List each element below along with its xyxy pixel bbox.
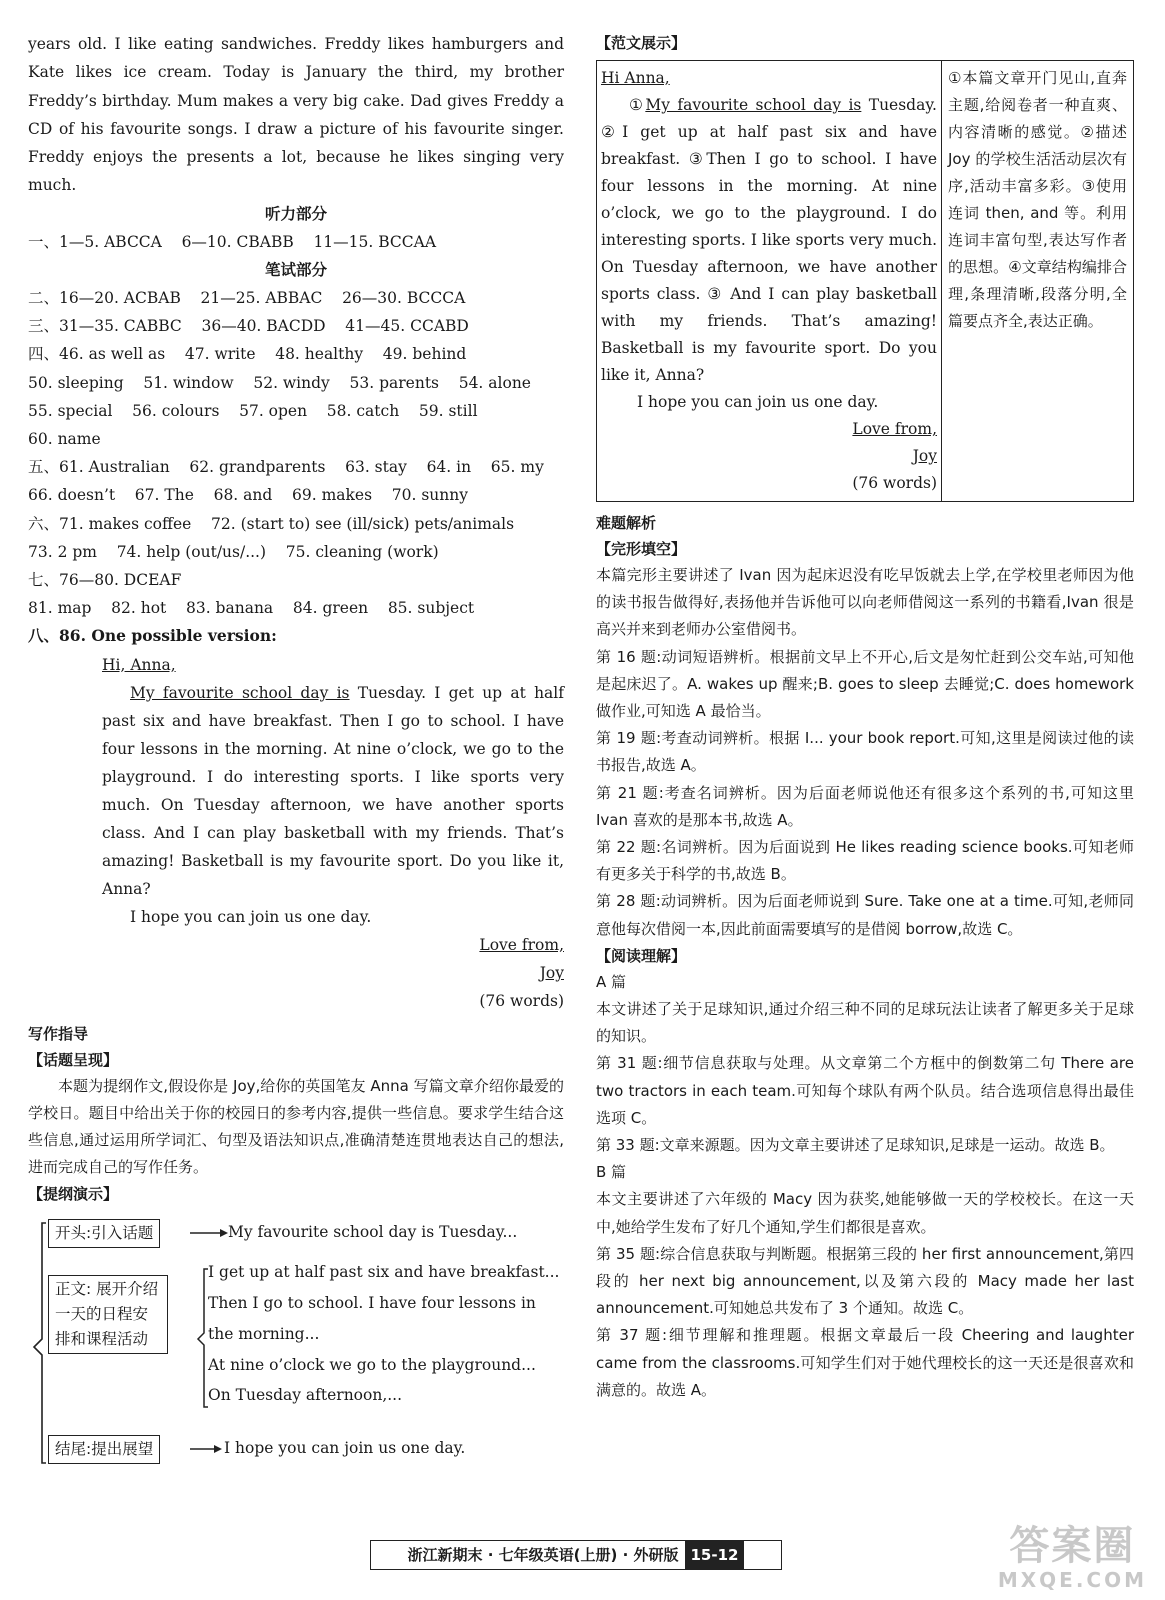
footer-title: 浙江新期末 · 七年级英语(上册) · 外研版 (407, 1546, 679, 1564)
sample-notes: ①本篇文章开门见山,直奔主题,给阅卷者一种直爽、内容清晰的感觉。②描述 Joy 的学校生活活动层次有序,活动丰富多彩。③使用连词 then, and 等。利用连词丰富句型,表达写作者的思想。④文章结构编排合理,条理清晰,段落分明,全篇要点齐全,表达正确。 (948, 69, 1127, 330)
passage-b-para: 第 37 题:细节理解和推理题。根据文章最后一段 Cheering and laughter came from the classrooms.可知学生们对于她代理校长的这一天还是很喜欢和满意的。故选 A。 (596, 1326, 1134, 1399)
guide-title: 写作指导 (28, 1024, 89, 1043)
sample-closing-line: I hope you can join us one day. (637, 393, 879, 411)
outline-body-line: On Tuesday afternoon,... (208, 1386, 403, 1405)
cloze-para: 第 16 题:动词短语辨析。根据前文早上不开心,后文是匆忙赶到公交车站,可知他是起床迟了。A. wakes up 醒来;B. goes to sleep 去睡觉;C. does homework 做作业,可知选 A 最恰当。 (596, 647, 1134, 721)
sample-signature: Joy (912, 447, 937, 465)
outline-body-line: I get up at half past six and have breakfast... (208, 1263, 560, 1282)
cloze-para: 第 28 题:动词辨析。因为后面老师说到 Sure. Take one at a time.可知,老师同意他每次借阅一本,因此前面需要填写的是借阅 borrow,故选 C。 (596, 892, 1134, 938)
sample-essay (597, 61, 942, 501)
cloze-para: 第 22 题:名词辨析。因为后面说到 He likes reading science books.可知老师有更多关于科学的书,故选 B。 (596, 838, 1134, 884)
passage-a-para: 第 31 题:细节信息获取与处理。从文章第二个方框中的倒数第二句 There are two tractors in each team.可知每个球队有两个队员。结合选项信息得出最佳选项 C。 (596, 1054, 1134, 1127)
answer-line: 二、16—20. ACBAB 21—25. ABBAC 26—30. BCCCA (28, 288, 466, 307)
passage-a-para: 第 33 题:文章来源题。因为文章主要讲述了足球知识,足球是一运动。故选 B。 (596, 1136, 1115, 1155)
letter-signature: Joy (539, 963, 564, 982)
topic-text: 本题为提纲作文,假设你是 Joy,给你的英国笔友 Anna 写篇文章介绍你最爱的学校日。题目中给出关于你的校园日的参考内容,提供一些信息。要求学生结合这些信息,通过运用所学词汇、句型及语法知识点,准确清楚连贯地表达自己的想法,进而完成自己的写作任务。 (28, 1076, 564, 1177)
right-column (596, 30, 1134, 1404)
outline-body-line: Then I go to school. I have four lessons in (208, 1294, 536, 1313)
sample-label: 【范文展示】 (596, 34, 687, 52)
watermark-logo (998, 1524, 1147, 1592)
topic-label: 【话题呈现】 (28, 1050, 119, 1069)
answer-line: 55. special 56. colours 57. open 58. catch 59. still (28, 401, 478, 420)
version-label: 八、86. One possible version: (28, 626, 277, 646)
answer-line: 六、71. makes coffee 72. (start to) see (ill/sick) pets/animals (28, 514, 515, 533)
sample-body: ①My favourite school day is Tuesday. ②I get up at half past six and have breakfast. ③Then I go to school. I have four lessons in the morning. At nine o’clock, we go to the playground. I do interesting sports. I like sports very much. On Tuesday afternoon, we have another sports class. ③ And I can play basketball with my friends. That’s amazing! Basketball is my favourite sport. Do you like it, Anna? (601, 96, 937, 384)
passage-a-para: 本文讲述了关于足球知识,通过介绍三种不同的足球玩法让读者了解更多关于足球的知识。 (596, 1000, 1134, 1046)
outline-body-line: At nine o’clock we go to the playground... (208, 1356, 536, 1375)
cloze-label: 【完形填空】 (596, 540, 687, 558)
listening-title: 听力部分 (264, 204, 327, 223)
passage-b-para: 本文主要讲述了六年级的 Macy 因为获奖,她能够做一天的学校校长。在这一天中,她给学生发布了好几个通知,学生们都很是喜欢。 (596, 1190, 1134, 1236)
sample-greeting: Hi Anna, (601, 69, 670, 87)
word-count: (76 words) (479, 991, 564, 1010)
watermark-url: MXQE.COM (997, 1568, 1147, 1592)
letter-closing-line: I hope you can join us one day. (130, 907, 372, 926)
answer-line: 81. map 82. hot 83. banana 84. green 85. subject (28, 599, 475, 618)
cloze-para: 第 21 题:考查名词辨析。因为后面老师说他还有很多这个系列的书,可知这里 Ivan 喜欢的是那本书,故选 A。 (596, 783, 1134, 829)
left-column (28, 30, 564, 1481)
answer-line: 五、61. Australian 62. grandparents 63. stay 64. in 65. my (28, 458, 544, 477)
answer-line: 七、76—80. DCEAF (28, 571, 182, 590)
outline-body-line: the morning... (208, 1325, 320, 1344)
intro-paragraph: years old. I like eating sandwiches. Freddy likes hamburgers and Kate likes ice cream. Today is January the third, my brother Freddy’s birthday. Mum makes a very big cake. Dad gives Freddy a CD of his favourite songs. I draw a picture of his favourite singer. Freddy enjoys the presents a lot, because he likes singing very much. (28, 35, 564, 195)
analysis-title: 难题解析 (596, 514, 657, 532)
outline-diagram (28, 1211, 564, 1481)
sample-word-count: (76 words) (852, 474, 937, 492)
answer-line: 60. name (28, 430, 101, 448)
cloze-para: 本篇完形主要讲述了 Ivan 因为起床迟没有吃早饭就去上学,在学校里老师因为他的读书报告做得好,表扬他并告诉他可以向老师借阅这一系列的书籍看,Ivan 很是高兴并来到老师办公室借阅书。 (596, 566, 1134, 639)
answer-line: 73. 2 pm 74. help (out/us/...) 75. cleaning (work) (28, 542, 439, 561)
sample-letter (28, 651, 564, 1015)
letter-body: My favourite school day is Tuesday. I get up at half past six and have breakfast. Then I go to school. I have four lessons in the morning. At nine o’clock, we go to the playground. I do interesting sports. I like sports very much. On Tuesday afternoon, we have another sports class. And I can play basketball with my friends. That’s amazing! Basketball is my favourite sport. Do you like it, Anna? (102, 683, 564, 898)
sample-closing: Love from, (852, 420, 937, 438)
outline-label: 【提纲演示】 (28, 1185, 119, 1204)
letter-greeting: Hi, Anna, (102, 655, 176, 674)
outline-start-box: 开头:引入话题 (48, 1219, 160, 1248)
watermark-text: 答案圈 (1009, 1523, 1136, 1569)
listening-answers: 一、1—5. ABCCA 6—10. CBABB 11—15. BCCAA (28, 232, 437, 251)
outline-body-box: 正文: 展开介绍一天的日程安排和课程活动 (48, 1275, 168, 1354)
passage-a-label: A 篇 (596, 972, 627, 991)
page-number: 15-12 (685, 1541, 745, 1569)
writing-title: 笔试部分 (264, 260, 327, 279)
letter-closing: Love from, (479, 935, 564, 954)
cloze-para: 第 19 题:考查动词辨析。根据 I... your book report.可知,这里是阅读过他的读书报告,故选 A。 (596, 729, 1134, 775)
answer-line: 66. doesn’t 67. The 68. and 69. makes 70. sunny (28, 486, 468, 505)
sample-table (596, 60, 1134, 502)
outline-end-box: 结尾:提出展望 (48, 1435, 160, 1464)
answer-line: 四、46. as well as 47. write 48. healthy 49. behind (28, 345, 467, 364)
passage-b-para: 第 35 题:综合信息获取与判断题。根据第三段的 her first announcement,第四段的 her next big announcement,以及第六段的 Macy made her last announcement.可知她总共发布了 3 个通知。故选 C。 (596, 1244, 1134, 1318)
passage-b-label: B 篇 (596, 1163, 627, 1182)
page-footer (370, 1540, 782, 1570)
reading-label: 【阅读理解】 (596, 946, 687, 965)
outline-start-text: My favourite school day is Tuesday... (228, 1223, 518, 1242)
outline-end-text: I hope you can join us one day. (224, 1439, 466, 1458)
answer-line: 50. sleeping 51. window 52. windy 53. parents 54. alone (28, 373, 531, 392)
answer-line: 三、31—35. CABBC 36—40. BACDD 41—45. CCABD (28, 317, 469, 336)
